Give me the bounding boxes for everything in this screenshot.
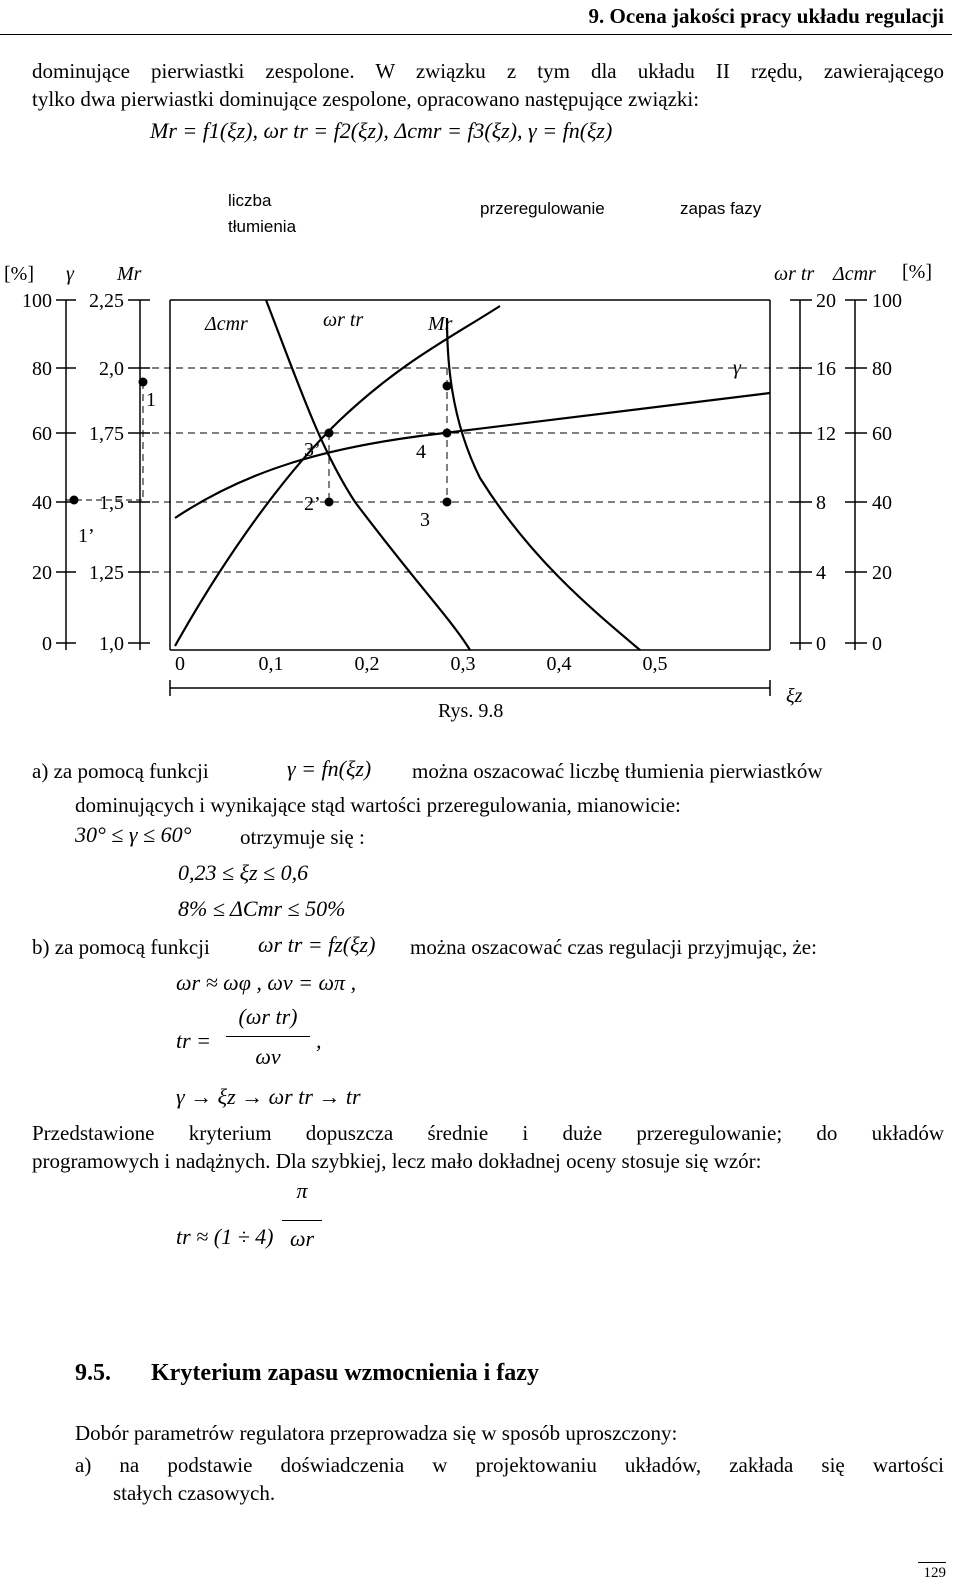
label-gamma: γ (733, 357, 741, 379)
right-wt-tick-label: 16 (816, 358, 836, 380)
x-tick-label: 0 (175, 653, 185, 675)
item-b-formula: ωr tr = fz(ξz) (258, 932, 376, 957)
x-tick-label: 0,1 (258, 653, 284, 675)
item-a-condition-tail: otrzymuje się : (240, 825, 365, 849)
criterion-formula-den: ωr (289, 1226, 315, 1251)
left-percent-tick-label: 80 (32, 358, 52, 380)
x-tick-label: 0,2 (354, 653, 380, 675)
point-1-prime: 1’ (78, 525, 95, 547)
right-wt-tick-label: 0 (816, 633, 826, 655)
criterion-line-1: Przedstawione kryterium dopuszcza średnie i duże przeregulowanie; do układów (32, 1121, 944, 1145)
right-wt-tick-label: 20 (816, 290, 836, 312)
item-b-eq-2-comma: , (316, 1028, 322, 1053)
left-mr-tick-label: 1,75 (89, 423, 124, 445)
criterion-formula-num: π (296, 1178, 308, 1203)
x-tick-label: 0,4 (546, 653, 572, 675)
x-axis-label: ξz (786, 685, 803, 707)
right-percent-tick-label: 80 (872, 358, 892, 380)
item-b-eq-2-num: (ωr tr) (238, 1004, 298, 1029)
right-wt-tick-label: 4 (816, 562, 826, 584)
right-dc-label: Δcmr (833, 263, 876, 285)
chapter-title: 9. Ocena jakości pracy układu regulacji (588, 4, 944, 28)
x-tick-label: 0,5 (642, 653, 668, 675)
right-percent-tick-label: 40 (872, 492, 892, 514)
section-number: 9.5. (75, 1360, 111, 1386)
item-a-condition: 30° ≤ γ ≤ 60° (75, 822, 192, 847)
figure-rys-9-8 (0, 188, 960, 728)
section-heading (75, 1360, 539, 1387)
item-b-eq-1: ωr ≈ ωφ , ωv = ωπ , (176, 970, 357, 995)
left-mr-label: Mr (117, 263, 142, 285)
annotation-damping-2: tłumienia (228, 217, 297, 236)
item-b-eq-2-fraction-bar (226, 1036, 310, 1037)
left-percent-tick-label: 0 (42, 633, 52, 655)
point-1: 1 (146, 389, 156, 411)
item-b-eq-2-den: ωv (255, 1044, 281, 1069)
left-mr-tick-label: 1,5 (99, 492, 124, 514)
right-percent-tick-label: 60 (872, 423, 892, 445)
left-percent-tick-label: 40 (32, 492, 52, 514)
running-header (0, 0, 952, 35)
x-tick-label: 0,3 (450, 653, 476, 675)
left-gamma-label: γ (66, 263, 74, 285)
annotation-overshoot: przeregulowanie (480, 199, 605, 218)
curve-delta-cmr (175, 306, 500, 646)
right-percent-unit: [%] (902, 261, 932, 283)
section-line-1: Dobór parametrów regulatora przeprowadza się w sposób uproszczony: (75, 1421, 678, 1445)
section-item-a-line-2: stałych czasowych. (113, 1481, 276, 1505)
item-a-line-2: dominujących i wynikające stąd wartości przeregulowania, mianowicie: (75, 793, 681, 817)
right-wt-tick-label: 8 (816, 492, 826, 514)
left-mr-tick-label: 2,25 (89, 290, 124, 312)
figure-caption: Rys. 9.8 (438, 700, 504, 722)
left-mr-tick-label: 1,0 (99, 633, 124, 655)
right-percent-tick-label: 20 (872, 562, 892, 584)
label-delta-cmr: Δcmr (205, 313, 248, 335)
intro-line-2: tylko dwa pierwiastki dominujące zespolone, opracowano następujące związki: (32, 87, 700, 111)
item-b-eq-3: γ → ξz → ωr tr → tr (176, 1084, 361, 1109)
item-b-prefix: b) za pomocą funkcji (32, 935, 210, 959)
item-a-c-range: 8% ≤ ΔCmr ≤ 50% (178, 896, 346, 921)
label-mr: Mr (428, 313, 453, 335)
criterion-fraction-bar (282, 1220, 322, 1221)
relations-equation: Mr = f1(ξz), ωr tr = f2(ξz), Δcmr = f3(ξz), γ = fn(ξz) (150, 118, 613, 143)
criterion-formula-lhs: tr ≈ (1 ÷ 4) (176, 1224, 274, 1249)
item-a-rest: można oszacować liczbę tłumienia pierwiastków (412, 759, 823, 783)
left-percent-tick-label: 100 (22, 290, 52, 312)
item-a-prefix: a) za pomocą funkcji (32, 759, 209, 783)
right-wt-tick-label: 12 (816, 423, 836, 445)
item-a-xi-range: 0,23 ≤ ξz ≤ 0,6 (178, 860, 309, 885)
page-number: 129 (918, 1562, 947, 1582)
left-mr-tick-label: 1,25 (89, 562, 124, 584)
curve-omega-tr (266, 300, 470, 650)
point-4: 4 (416, 441, 426, 463)
left-mr-tick-label: 2,0 (99, 358, 124, 380)
label-omega-tr: ωr tr (323, 309, 364, 331)
item-b-eq-2-lhs: tr = (176, 1028, 212, 1053)
right-wt-label: ωr tr (774, 263, 815, 285)
curve-gamma (175, 393, 770, 518)
right-percent-tick-label: 100 (872, 290, 902, 312)
criterion-line-2: programowych i nadążnych. Dla szybkiej, lecz mało dokładnej oceny stosuje się wzór: (32, 1149, 762, 1173)
item-a-formula: γ = fn(ξz) (287, 756, 372, 781)
point-2-prime: 2’ (304, 493, 321, 515)
intro-line-1: dominujące pierwiastki zespolone. W związku z tym dla układu II rzędu, zawierającego (32, 59, 944, 83)
annotation-damping-1: liczba (228, 191, 272, 210)
left-percent-unit: [%] (4, 263, 34, 285)
point-3: 3 (420, 509, 430, 531)
right-percent-tick-label: 0 (872, 633, 882, 655)
annotation-phase: zapas fazy (680, 199, 762, 218)
left-percent-tick-label: 60 (32, 423, 52, 445)
section-title: Kryterium zapasu wzmocnienia i fazy (151, 1360, 539, 1386)
left-percent-tick-label: 20 (32, 562, 52, 584)
point-3-prime: 3’ (304, 439, 321, 461)
section-item-a-line-1: a) na podstawie doświadczenia w projektowaniu układów, zakłada się wartości (75, 1453, 944, 1477)
item-b-rest: można oszacować czas regulacji przyjmując, że: (410, 935, 817, 959)
